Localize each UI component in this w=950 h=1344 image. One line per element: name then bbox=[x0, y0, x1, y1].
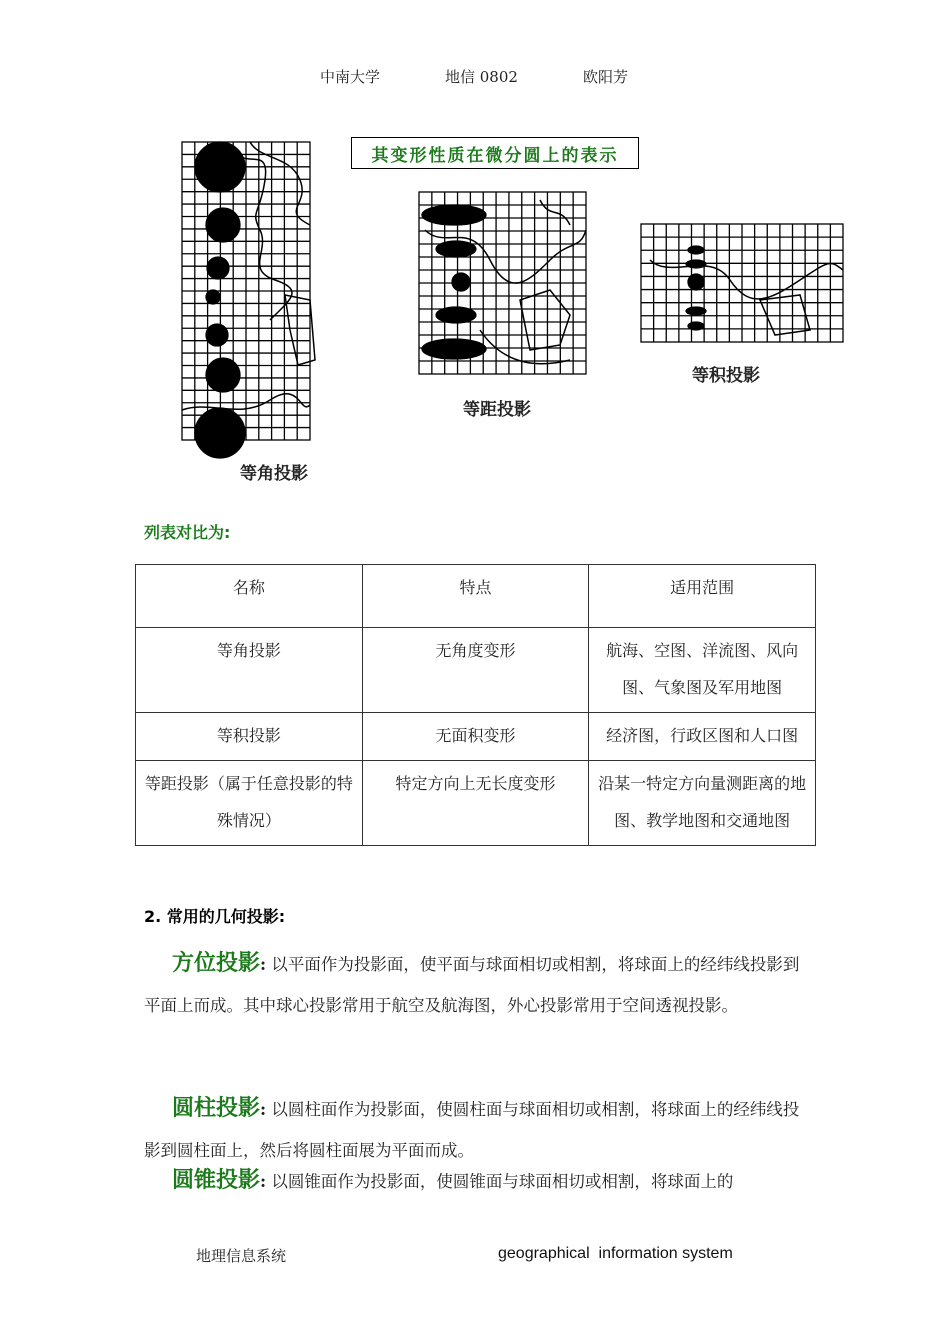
figure-caption-box: 其变形性质在微分圆上的表示 bbox=[351, 137, 639, 169]
conformal-grid bbox=[182, 142, 315, 458]
table-cell: 等积投影 bbox=[136, 713, 363, 761]
paragraph-text: 以圆柱面作为投影面，使圆柱面与球面相切或相割，将球面上的经纬线投影到圆柱面上，然后将圆柱面展为平面而成。 bbox=[144, 1100, 800, 1160]
paragraph-text: 以平面作为投影面，使平面与球面相切或相割，将球面上的经纬线投影到平面上而成。其中球心投影常用于航空及航海图，外心投影常用于空间透视投影。 bbox=[144, 955, 800, 1015]
comparison-table bbox=[135, 564, 816, 846]
table-header-row bbox=[136, 565, 816, 628]
list-title: 列表对比为: bbox=[144, 523, 231, 542]
page-header bbox=[0, 66, 950, 90]
table-row bbox=[136, 713, 816, 761]
projection-figure bbox=[150, 130, 870, 500]
table-cell: 航海、空图、洋流图、风向图、气象图及军用地图 bbox=[589, 628, 816, 713]
table-cell: 等角投影 bbox=[136, 628, 363, 713]
label-conformal: 等角投影 bbox=[240, 464, 308, 484]
term-azimuthal: 方位投影 bbox=[172, 951, 261, 976]
paragraph-conic bbox=[144, 1160, 810, 1202]
term-cylindrical: 圆柱投影 bbox=[172, 1096, 261, 1121]
projection-grids-illustration bbox=[150, 130, 870, 500]
term-colon: : bbox=[260, 955, 267, 974]
table-cell: 特定方向上无长度变形 bbox=[362, 761, 589, 846]
header-author: 欧阳芳 bbox=[583, 68, 629, 86]
col-header-scope: 适用范围 bbox=[589, 565, 816, 628]
equidistant-grid bbox=[419, 192, 586, 374]
footer-left: 地理信息系统 bbox=[196, 1247, 287, 1265]
col-header-feature: 特点 bbox=[362, 565, 589, 628]
paragraph-text: 以圆锥面作为投影面，使圆锥面与球面相切或相割，将球面上的 bbox=[266, 1172, 734, 1191]
term-colon: : bbox=[260, 1172, 267, 1191]
equal-area-grid bbox=[641, 224, 843, 342]
table-cell: 无角度变形 bbox=[362, 628, 589, 713]
header-university: 中南大学 bbox=[320, 68, 381, 86]
table-cell: 经济图，行政区图和人口图 bbox=[589, 713, 816, 761]
table-row bbox=[136, 761, 816, 846]
term-conic: 圆锥投影 bbox=[172, 1168, 261, 1193]
table-row bbox=[136, 628, 816, 713]
table-cell: 沿某一特定方向量测距离的地图、教学地图和交通地图 bbox=[589, 761, 816, 846]
label-equal-area: 等积投影 bbox=[692, 366, 760, 386]
term-colon: : bbox=[260, 1100, 267, 1119]
paragraph-azimuthal bbox=[144, 943, 810, 1026]
header-class: 地信 0802 bbox=[445, 68, 518, 86]
col-header-name: 名称 bbox=[136, 565, 363, 628]
label-equidistant: 等距投影 bbox=[463, 400, 531, 420]
table-cell: 等距投影（属于任意投影的特殊情况） bbox=[136, 761, 363, 846]
paragraph-cylindrical bbox=[144, 1088, 810, 1171]
footer-right: geographical information system bbox=[498, 1245, 733, 1262]
section-title: 2. 常用的几何投影: bbox=[144, 907, 286, 926]
table-cell: 无面积变形 bbox=[362, 713, 589, 761]
